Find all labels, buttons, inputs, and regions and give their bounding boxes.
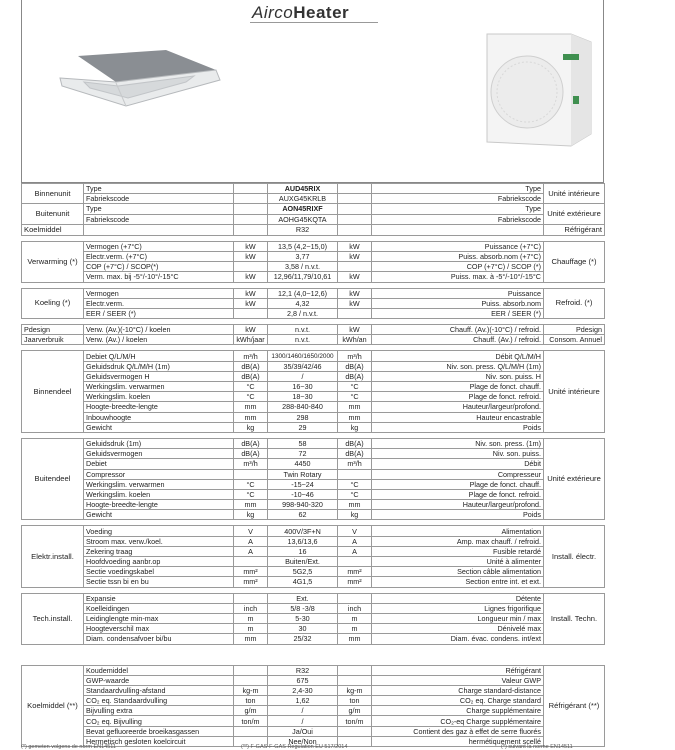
table-row: Bijvulling extra g/m / g/m Charge supplémentaire [22, 706, 605, 716]
table-row: Werkingslim. verwarmen °C 16~30 °C Plage de fonct. chauff. [22, 382, 605, 392]
table-row: Diam. condensafvoer bi/bu mm 25/32 mm Diam. évac. condens. int/ext [22, 634, 605, 644]
table-row: Elektr.install. Voeding V 400V/3F+N V Alimentation Install. électr. [22, 526, 605, 536]
table-row: Werkingslim. koelen °C 18~30 °C Plage de fonct. refroid. [22, 392, 605, 402]
table-row: Bevat gefluoreerde broeikasgassen Ja/Oui Contient des gaz à effet de serre fluorés [22, 726, 605, 736]
table-row: Electr.verm. (+7°C) kW 3,77 kW Puiss. absorb.nom (+7°C) [22, 251, 605, 261]
brand-logo: AircoHeater [252, 3, 350, 22]
spec-sheet [21, 0, 604, 747]
table-row: CO₂ eq. Standaardvulling ton 1,62 ton CO₂ eq. Charge standard [22, 696, 605, 706]
table-row: Debiet m³/h 4450 m³/h Débit [22, 459, 605, 469]
table-row: Tech.install. Expansie Ext. Détente Install. Techn. [22, 593, 605, 603]
table-row: Pdesign Verw. (Av.)(-10°C) / koelen kW n.v.t. kW Chauff. (Av.)(-10°C) / refroid. Pdesign [22, 325, 605, 335]
table-row: Verm. max. bij -5°/-10°/-15°C kW 12,96/11,79/10,61 kW Puiss. max. à -5°/-10°/-15°C [22, 272, 605, 282]
table-row: Sectie voedingskabel mm² 5G2,5 mm² Section câble alimentation [22, 567, 605, 577]
value-cell: AUD45RIX [268, 184, 338, 194]
table-row: Fabriekscode AUXG45KRLB Fabriekscode [22, 194, 605, 204]
table-row: Zekering traag A 16 A Fusible retardé [22, 546, 605, 556]
table-row: Hoogteverschil max m 30 m Dénivelé max [22, 624, 605, 634]
table-row: Buitenunit Type AON45RIXF Type Unité extérieure [22, 204, 605, 214]
table-row: Hermetisch gesloten koelcircuit Nee/Non hermétiquement scellé [22, 736, 605, 746]
table-row: Electr.verm. kW 4,32 kW Puiss. absorb.nom [22, 298, 605, 308]
table-row: Gewicht kg 62 kg Poids [22, 510, 605, 520]
table-row: Geluidsvermogen dB(A) 72 dB(A) Niv. son. puiss. [22, 449, 605, 459]
table-row: CO₂ eq. Bijvulling ton/m / ton/m CO₂-eq Charge supplémentaire [22, 716, 605, 726]
table-row: Werkingslim. verwarmen °C -15~24 °C Plage de fonct. chauff. [22, 479, 605, 489]
group-label-nl: Binnenunit [22, 184, 84, 204]
table-row: Hoogte-breedte-lengte mm 998-940-320 mm Hauteur/largeur/profond. [22, 500, 605, 510]
table-row: Geluidsdruk Q/L/M/H (1m) dB(A) 35/39/42/46 dB(A) Niv. son. press. Q/L/M/H (1m) [22, 361, 605, 371]
table-row: Verwarming (*) Vermogen (+7°C) kW 13,5 (4,2~15,0) kW Puissance (+7°C) Chauffage (*) [22, 241, 605, 251]
table-row: Standaardvulling-afstand kg-m 2,4-30 kg-m Charge standard-distance [22, 685, 605, 695]
table-row: Binnendeel Debiet Q/L/M/H m³/h 1300/1460/1650/2000 m³/h Débit Q/L/M/H Unité intérieure [22, 351, 605, 361]
table-row: COP (+7°C) / SCOP(*) 3,58 / n.v.t. COP (+7°C) / SCOP (*) [22, 262, 605, 272]
outdoor-unit-image [479, 30, 599, 150]
table-row: Koeling (*) Vermogen kW 12,1 (4,0~12,6) kW Puissance Refroid. (*) [22, 288, 605, 298]
table-row: Jaarverbruik Verw. (Av.) / koelen kWh/jaar n.v.t. kWh/an Chauff. (Av.) / refroid. Consom. Annuel [22, 335, 605, 345]
table-row: Stroom max. verw./koel. A 13,6/13,6 A Amp. max chauff. / refroid. [22, 536, 605, 546]
table-row: Inbouwhoogte mm 298 mm Hauteur encastrable [22, 412, 605, 422]
table-row: Binnenunit Type AUD45RIX Type Unité intérieure [22, 184, 605, 194]
table-row: Hoogte-breedte-lengte mm 288-840-840 mm Hauteur/largeur/profond. [22, 402, 605, 412]
indoor-unit-image [56, 46, 226, 116]
table-row: Sectie tssn bi en bu mm² 4G1,5 mm² Section entre int. et ext. [22, 577, 605, 587]
product-header [21, 0, 604, 183]
table-row: Hoofdvoeding aanbr.op Buiten/Ext. Unité à alimenter [22, 557, 605, 567]
group-label-fr: Unité intérieure [544, 184, 605, 204]
table-row: Gewicht kg 29 kg Poids [22, 422, 605, 432]
table-row: EER / SEER (*) 2,8 / n.v.t. EER / SEER (*) [22, 308, 605, 318]
table-row: Werkingslim. koelen °C -10~46 °C Plage de fonct. refroid. [22, 489, 605, 499]
table-row: Leidinglengte min-max m 5-30 m Longueur min / max [22, 613, 605, 623]
table-row: Koelmiddel (**) Koudemiddel R32 Réfrigérant Réfrigérant (**) [22, 665, 605, 675]
brand-underline [250, 22, 378, 23]
table-row: Koelleidingen inch 5/8 -3/8 inch Lignes frigorifique [22, 603, 605, 613]
table-row: GWP-waarde 675 Valeur GWP [22, 675, 605, 685]
specifications-table [21, 183, 605, 747]
table-row: Fabriekscode AOHG45KQTA Fabriekscode [22, 214, 605, 224]
table-row: Buitendeel Geluidsdruk (1m) dB(A) 58 dB(A) Niv. son. press. (1m) Unité extérieure [22, 438, 605, 448]
table-row: Compressor Twin Rotary Compresseur [22, 469, 605, 479]
table-row: Koelmiddel R32 Réfrigérant [22, 224, 605, 235]
table-row: Geluidsvermogen H dB(A) / dB(A) Niv. son. puiss. H [22, 371, 605, 381]
